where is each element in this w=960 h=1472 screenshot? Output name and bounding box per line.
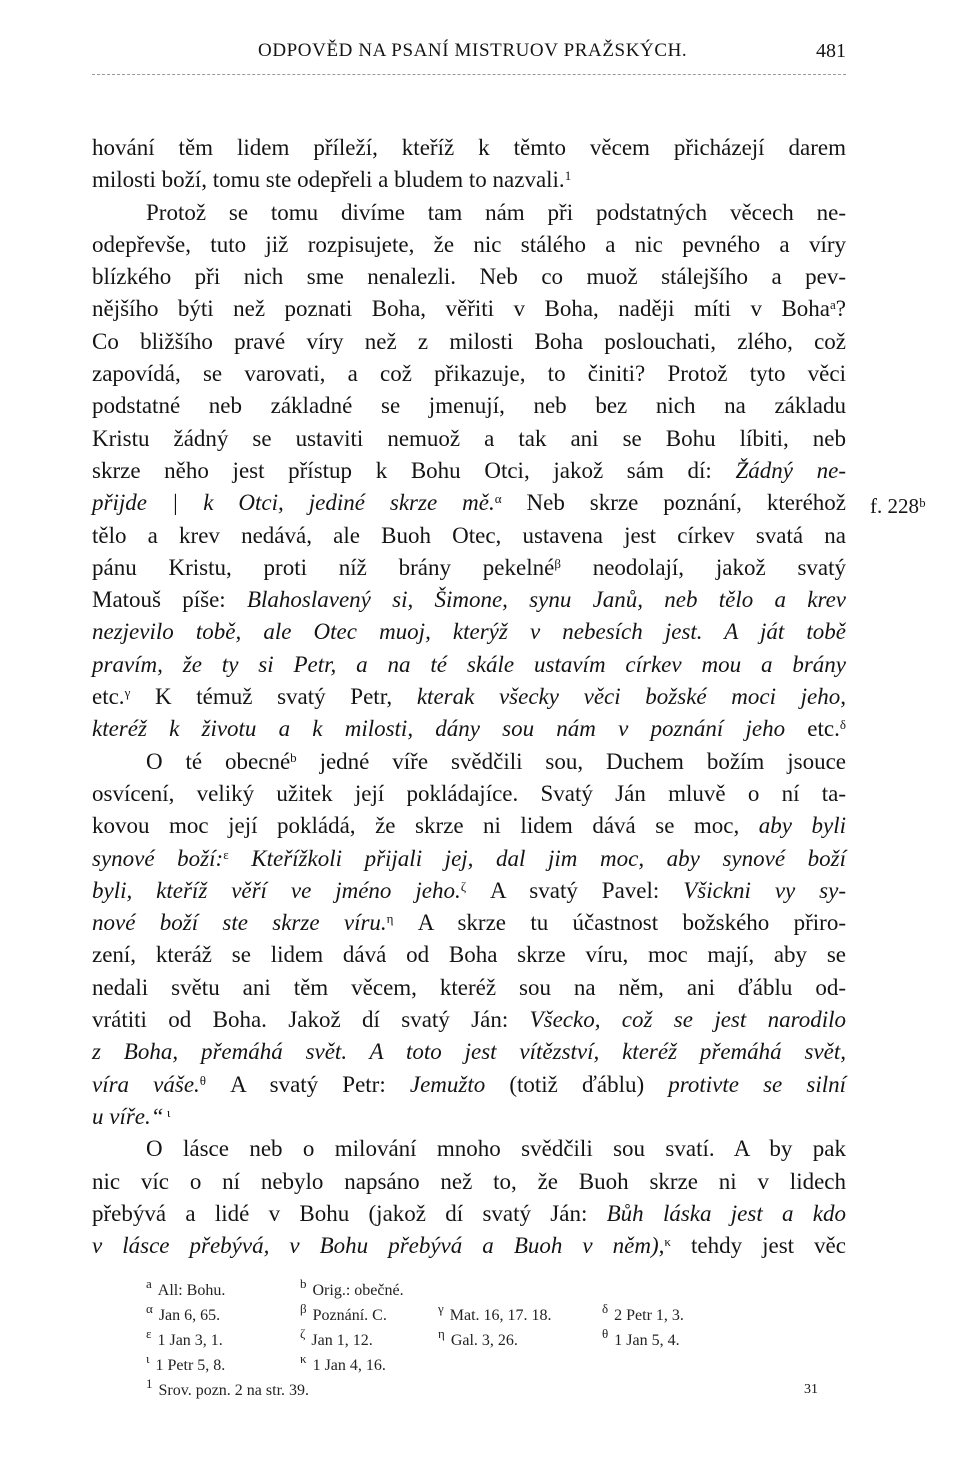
text-run: podstatné neb základné se jmenují, neb bez nich na základu xyxy=(92,393,846,419)
text-run: etc. xyxy=(92,684,125,710)
footnote-row xyxy=(146,1328,786,1353)
text-run: pravím, že ty si Petr, a na té skále ustavím církev mou a brány xyxy=(92,651,846,677)
footnote-row xyxy=(146,1278,786,1303)
text-run: u víře.“ xyxy=(92,1103,164,1129)
footnote xyxy=(438,1303,552,1328)
note-marker: a xyxy=(830,297,836,313)
text-line xyxy=(92,1036,846,1068)
text-run: víra váše. xyxy=(92,1071,200,1097)
text-line xyxy=(92,584,846,616)
text-line xyxy=(92,939,846,971)
footnote-marker: b xyxy=(300,1276,307,1291)
footnote-text: Jan 1, 12. xyxy=(311,1332,373,1349)
text-run: Žádný ne- xyxy=(735,457,846,483)
main-text xyxy=(92,132,846,1262)
text-run: kterak všecky věci božské moci jeho, xyxy=(416,684,846,710)
text-line xyxy=(92,520,846,552)
text-run: Neb skrze poznání, kteréhož xyxy=(501,490,847,516)
footnote xyxy=(146,1278,225,1303)
footnote-text: Gal. 3, 26. xyxy=(450,1332,518,1349)
text-line xyxy=(92,293,846,325)
text-run: milosti boží, tomu ste odepřeli a bludem to nazvali. xyxy=(92,167,565,193)
text-line xyxy=(92,1230,846,1262)
footnote-marker: 1 xyxy=(146,1376,153,1391)
footnote-text: 1 Jan 4, 16. xyxy=(312,1357,386,1374)
text-run: (totiž ďáblu) xyxy=(485,1071,669,1097)
note-marker: 1 xyxy=(564,168,572,184)
text-run: Blahoslavený si, Šimone, synu Janů, neb tělo a krev xyxy=(246,587,846,613)
text-line xyxy=(92,1166,846,1198)
footnote-text: Orig.: obečné. xyxy=(312,1282,404,1299)
text-run: zení, kteráž se lidem dává od Boha skrze víru, moc mají, aby se xyxy=(92,942,846,968)
text-run: A skrze tu účastnost božského přiro- xyxy=(393,910,846,936)
text-line xyxy=(92,649,846,681)
footnote-text: Poznání. C. xyxy=(312,1307,387,1324)
note-marker: ζ xyxy=(460,878,467,894)
footnote-marker: ζ xyxy=(300,1326,306,1341)
text-run: skrze něho jest přístup k Bohu Otci, jakož sám dí: xyxy=(92,457,736,483)
note-marker: b xyxy=(290,749,297,765)
text-line xyxy=(92,1198,846,1230)
text-line xyxy=(92,197,846,229)
text-line xyxy=(92,455,846,487)
running-header xyxy=(92,40,846,80)
text-line xyxy=(92,423,846,455)
text-line xyxy=(92,713,846,745)
margin-folio-note: f. 228ᵇ xyxy=(870,494,926,518)
note-marker: ι xyxy=(163,1104,171,1120)
text-run: Všickni vy sy- xyxy=(683,877,846,903)
footnote-text: All: Bohu. xyxy=(157,1282,226,1299)
text-line xyxy=(92,681,846,713)
text-line xyxy=(92,229,846,261)
text-line xyxy=(92,1069,846,1101)
text-line xyxy=(92,487,846,519)
text-run: tělo a krev nedává, ale Buoh Otec, ustavena jest církev svatá na xyxy=(92,522,846,548)
footnote xyxy=(438,1328,518,1353)
footnote-marker: ε xyxy=(146,1326,152,1341)
text-run: Protož se tomu divíme tam nám při podstatných věcech ne- xyxy=(146,199,846,225)
note-marker: γ xyxy=(124,685,131,701)
note-marker: δ xyxy=(839,717,847,733)
text-run: neodolají, jakož svatý xyxy=(560,554,846,580)
text-line xyxy=(92,1004,846,1036)
text-run: blízkého při nich sme nenalezli. Neb co muož stálejšího a pev- xyxy=(92,264,846,290)
footnote-marker: ι xyxy=(146,1351,150,1366)
running-title: ODPOVĚD NA PSANÍ MISTRUOV PRAŽSKÝCH. xyxy=(258,40,688,61)
text-line xyxy=(92,746,846,778)
text-run: Matouš píše: xyxy=(92,587,247,613)
text-run: ? xyxy=(835,296,846,322)
footnote-row xyxy=(146,1303,786,1328)
footnote xyxy=(300,1328,373,1353)
signature-mark: 31 xyxy=(804,1382,818,1397)
text-line xyxy=(92,358,846,390)
text-line xyxy=(92,261,846,293)
footnote xyxy=(300,1303,387,1328)
footnote-row xyxy=(146,1378,786,1403)
text-line xyxy=(92,907,846,939)
text-line xyxy=(92,390,846,422)
text-run: etc. xyxy=(785,716,840,742)
text-line xyxy=(92,1101,846,1133)
footnote-text: 1 Petr 5, 8. xyxy=(155,1357,226,1374)
text-run: K témuž svatý Petr, xyxy=(130,684,417,710)
text-line xyxy=(92,616,846,648)
note-marker: β xyxy=(554,555,561,571)
text-line xyxy=(92,326,846,358)
footnote-row xyxy=(146,1353,786,1378)
text-line xyxy=(92,164,846,196)
footnote-marker: γ xyxy=(438,1301,444,1316)
note-marker: θ xyxy=(199,1072,207,1088)
footnote-marker: κ xyxy=(300,1351,307,1366)
footnote-marker: η xyxy=(438,1326,445,1341)
text-run: z Boha, přemáhá svět. A toto jest vítězství, kteréž přemáhá svět, xyxy=(92,1039,846,1065)
text-run: v lásce přebývá, v Bohu přebývá a Buoh v něm), xyxy=(92,1233,665,1259)
text-line xyxy=(92,875,846,907)
text-run: nedali světu ani těm věcem, kteréž sou na něm, ani ďáblu od- xyxy=(92,974,846,1000)
footnote xyxy=(146,1353,225,1378)
footnote-text: Jan 6, 65. xyxy=(158,1307,221,1324)
text-run: A svatý Pavel: xyxy=(466,877,684,903)
note-marker: α xyxy=(494,491,502,507)
text-run: protivte se silní xyxy=(668,1071,846,1097)
text-run: Bůh láska jest a kdo xyxy=(606,1200,847,1226)
text-line xyxy=(92,552,846,584)
text-run: hování těm lidem příleží, kteříž k těmto věcem přicházejí darem xyxy=(92,135,846,160)
text-run: Kristu žádný se ustaviti nemuož a tak ani se Bohu líbiti, neb xyxy=(92,425,846,451)
footnote-text: 1 Jan 3, 1. xyxy=(157,1332,223,1349)
text-run: nové boží ste skrze víru. xyxy=(92,910,387,936)
footnotes xyxy=(146,1278,786,1403)
note-marker: η xyxy=(386,911,394,927)
text-run: osvícení, veliký užitek její pokládajíce. Svatý Ján mluvě o ní ta- xyxy=(92,780,846,806)
footnote xyxy=(146,1378,309,1403)
text-line xyxy=(92,972,846,1004)
text-line xyxy=(92,843,846,875)
text-run: nic víc o ní nebylo napsáno než to, že Buoh skrze ni v lidech xyxy=(92,1168,846,1194)
footnote-text: 1 Jan 5, 4. xyxy=(614,1332,680,1349)
footnote xyxy=(300,1353,386,1378)
text-line xyxy=(92,810,846,842)
text-run: vrátiti od Boha. Jakož dí svatý Ján: xyxy=(92,1007,530,1033)
header-rule xyxy=(92,74,846,75)
footnote xyxy=(300,1278,404,1303)
text-run: Co bližšího pravé víry než z milosti Boha poslouchati, zlého, což xyxy=(92,328,846,354)
text-run: jedné víře svědčili sou, Duchem božím jsouce xyxy=(296,748,846,774)
footnote-text: Mat. 16, 17. 18. xyxy=(449,1307,552,1324)
text-run: tehdy jest věc xyxy=(670,1233,846,1259)
footnote-marker: δ xyxy=(602,1301,609,1316)
text-run: O lásce neb o milování mnoho svědčili sou svatí. A by pak xyxy=(146,1136,846,1162)
text-line xyxy=(92,778,846,810)
footnote xyxy=(602,1303,684,1328)
footnote-marker: a xyxy=(146,1276,152,1291)
page-number: 481 xyxy=(816,40,846,62)
text-run: kteréž k životu a k milosti, dány sou nám v poznání jeho xyxy=(92,716,786,742)
footnote-marker: β xyxy=(300,1301,307,1316)
text-run: O té obecné xyxy=(146,748,291,774)
footnote-text: Srov. pozn. 2 na str. 39. xyxy=(158,1382,310,1399)
footnote xyxy=(146,1328,223,1353)
text-run: přijde | k Otci, jediné skrze mě. xyxy=(92,490,495,516)
text-line xyxy=(92,1133,846,1165)
text-run: pánu Kristu, proti níž brány pekelné xyxy=(92,554,555,580)
text-run: aby byli xyxy=(758,813,846,839)
text-run: odepřevše, tuto již rozpisujete, že nic stálého a nic pevného a víry xyxy=(92,231,846,257)
text-run: A svatý Petr: xyxy=(206,1071,410,1097)
text-run: zapovídá, se varovati, a což přikazuje, to činiti? Protož tyto věci xyxy=(92,361,846,387)
text-run: Kteřížkoli přijali jej, dal jim moc, aby synové boží xyxy=(228,845,847,871)
footnote-marker: θ xyxy=(602,1326,609,1341)
text-run: Jemužto xyxy=(409,1071,486,1097)
note-marker: κ xyxy=(664,1234,671,1250)
text-run: Všecko, což se jest narodilo xyxy=(529,1007,846,1033)
text-run: synové boží: xyxy=(92,845,224,871)
text-run: přebývá a lidé v Bohu (jakož dí svatý Ján: xyxy=(92,1200,607,1226)
text-run: kovou moc její pokládá, že skrze ni lidem dává se moc, xyxy=(92,813,759,839)
footnote xyxy=(602,1328,680,1353)
text-run: nezjevilo tobě, ale Otec muoj, kterýž v nebesích jest. A ját tobě xyxy=(92,619,846,645)
footnote-text: 2 Petr 1, 3. xyxy=(614,1307,684,1324)
footnote xyxy=(146,1303,220,1328)
note-marker: ε xyxy=(223,846,229,862)
text-run: byli, kteříž věří ve jméno jeho. xyxy=(92,877,461,903)
text-run: nějšího býti než poznati Boha, věřiti v Boha, naději míti v Boha xyxy=(92,296,830,322)
text-line xyxy=(92,132,846,164)
footnote-marker: α xyxy=(146,1301,153,1316)
